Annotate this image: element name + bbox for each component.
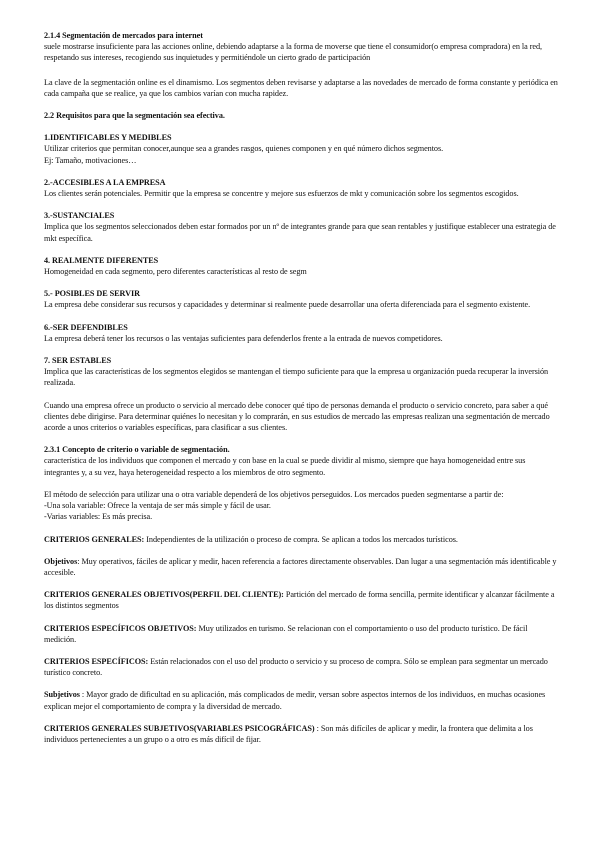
requirement-text: Implica que las características de los segmentos elegidos se mantengan el tiempo suficiente para que la empresa u organización pueda recuperar la inversión realizada. bbox=[44, 367, 549, 388]
requirement-title: 3.-SUSTANCIALES bbox=[44, 211, 115, 221]
paragraph: Cuando una empresa ofrece un producto o servicio al mercado debe conocer qué tipo de personas demanda el producto o servicio concreto, para saber a qué clientes debe dirigirse. Para determinar quiénes lo necesitan y lo comprarán, en sus estudios de mercado las empresas realizan una segmentación de mercado acorde a unos criterios o variables específicas, para clasificar a sus clientes. bbox=[44, 400, 550, 433]
requirement-title: 1.IDENTIFICABLES Y MEDIBLES bbox=[44, 133, 172, 143]
requirement-title: 6.-SER DEFENDIBLES bbox=[44, 322, 128, 332]
requirement-6 bbox=[44, 322, 560, 344]
criteria-general-objective bbox=[44, 589, 560, 611]
criteria-specific bbox=[44, 656, 560, 678]
section-heading-2-1-4: 2.1.4 Segmentación de mercados para internet bbox=[44, 31, 203, 40]
requirement-4 bbox=[44, 255, 560, 277]
requirement-title: 7. SER ESTABLES bbox=[44, 356, 112, 366]
paragraph: -Una sola variable: Ofrece la ventaja de ser más simple y fácil de usar. bbox=[44, 501, 271, 511]
requirement-title: 4. REALMENTE DIFERENTES bbox=[44, 255, 159, 265]
paragraph: característica de los individuos que componen el mercado y con base en la cual se puede dividir al mismo, siempre que haya homogeneidad entre sus integrantes y, a su vez, haya heterogeneidad respecto a los miembros de otro segmento. bbox=[44, 456, 526, 477]
requirement-text: Homogeneidad en cada segmento, pero diferentes características al resto de segm bbox=[44, 267, 307, 277]
requirement-title: 2.-ACCESIBLES A LA EMPRESA bbox=[44, 177, 166, 187]
requirement-2 bbox=[44, 177, 560, 199]
criteria-label: CRITERIOS ESPECÍFICOS OBJETIVOS: bbox=[44, 623, 197, 633]
criteria-subjective bbox=[44, 689, 560, 711]
requirement-text: Los clientes serán potenciales. Permitir que la empresa se concentre y mejore sus esfuerzos de mkt y comunicación sobre los segmentos escogidos. bbox=[44, 189, 519, 199]
criteria-label: CRITERIOS GENERALES OBJETIVOS(PERFIL DEL CLIENTE): bbox=[44, 590, 284, 600]
paragraph: suele mostrarse insuficiente para las acciones online, debiendo adaptarse a la forma de moverse que tiene el consumidor(o empresa compradora) en la red, respetando sus intereses, recogiendo sus inquietudes y permitiéndole un cierto grado de participación bbox=[44, 42, 542, 63]
criteria-text: Están relacionados con el uso del producto o servicio y su proceso de compra. Sólo se emplean para segmentar un mercado turístico concreto. bbox=[44, 656, 548, 678]
criteria-specific-objective bbox=[44, 623, 560, 645]
criteria-text: Independientes de la utilización o proceso de compra. Se aplican a todos los mercados turísticos. bbox=[144, 534, 458, 544]
criteria-text: : Muy operativos, fáciles de aplicar y medir, hacen referencia a factores directamente observables. Dan lugar a una segmentación más identificable y accesible. bbox=[44, 556, 557, 577]
section-heading-2-3-1: 2.3.1 Concepto de criterio o variable de segmentación. bbox=[44, 445, 230, 455]
criteria-text: : Mayor grado de dificultad en su aplicación, más complicados de medir, versan sobre aspectos internos de los individuos, en muchas ocasiones explican mejor el comportamiento de compra y la diversidad de mercado. bbox=[44, 690, 546, 711]
criteria-label: Subjetivos bbox=[44, 690, 80, 700]
criteria-text: Muy utilizados en turismo. Se relacionan con el comportamiento o uso del producto turístico. De fácil medición. bbox=[44, 623, 528, 644]
requirement-3 bbox=[44, 210, 560, 244]
criteria-objective bbox=[44, 556, 560, 578]
criteria-label: CRITERIOS GENERALES SUBJETIVOS(VARIABLES PSICOGRÁFICAS) bbox=[44, 723, 315, 733]
criteria-text: Partición del mercado de forma sencilla, permite identificar y alcanzar fácilmente a los distintos segmentos bbox=[44, 590, 555, 611]
criteria-text: : Son más difíciles de aplicar y medir, la frontera que delimita a los individuos pertenecientes a un grupo o a otro es más difícil de fijar. bbox=[44, 723, 533, 744]
criteria-general-subjective bbox=[44, 723, 560, 745]
requirement-text: Implica que los segmentos seleccionados deben estar formados por un nº de integrantes grande para que sean rentables y justifique establecer una estrategia de mkt específica. bbox=[44, 222, 556, 243]
criteria-label: Objetivos bbox=[44, 556, 78, 566]
criteria-label: CRITERIOS ESPECÍFICOS: bbox=[44, 656, 149, 666]
section-heading-2-2: 2.2 Requisitos para que la segmentación sea efectiva. bbox=[44, 111, 225, 121]
requirement-5 bbox=[44, 288, 560, 310]
requirement-title: 5.- POSIBLES DE SERVIR bbox=[44, 289, 140, 299]
criteria-general bbox=[44, 534, 560, 545]
paragraph: La clave de la segmentación online es el dinamismo. Los segmentos deben revisarse y adaptarse a las novedades de mercado de forma constante y periódica en cada campaña que se realice, ya que los cambios varían con mucha rapidez. bbox=[44, 77, 558, 98]
paragraph: El método de selección para utilizar una o otra variable dependerá de los objetivos perseguidos. Los mercados pueden segmentarse a partir de: bbox=[44, 489, 504, 499]
requirement-1 bbox=[44, 132, 560, 166]
requirement-text: La empresa debe considerar sus recursos y capacidades y determinar si realmente puede desarrollar una oferta diferenciada para el segmento existente. bbox=[44, 300, 531, 310]
criteria-label: CRITERIOS GENERALES: bbox=[44, 534, 145, 544]
requirement-text: Utilizar criterios que permitan conocer,aunque sea a grandes rasgos, quienes componen y en qué número dichos segmentos. bbox=[44, 144, 444, 154]
requirement-example: Ej: Tamaño, motivaciones… bbox=[44, 155, 137, 165]
paragraph: -Varias variables: Es más precisa. bbox=[44, 512, 153, 522]
requirement-7 bbox=[44, 355, 560, 389]
requirement-text: La empresa deberá tener los recursos o las ventajas suficientes para defenderlos frente a la entrada de nuevos competidores. bbox=[44, 333, 443, 343]
